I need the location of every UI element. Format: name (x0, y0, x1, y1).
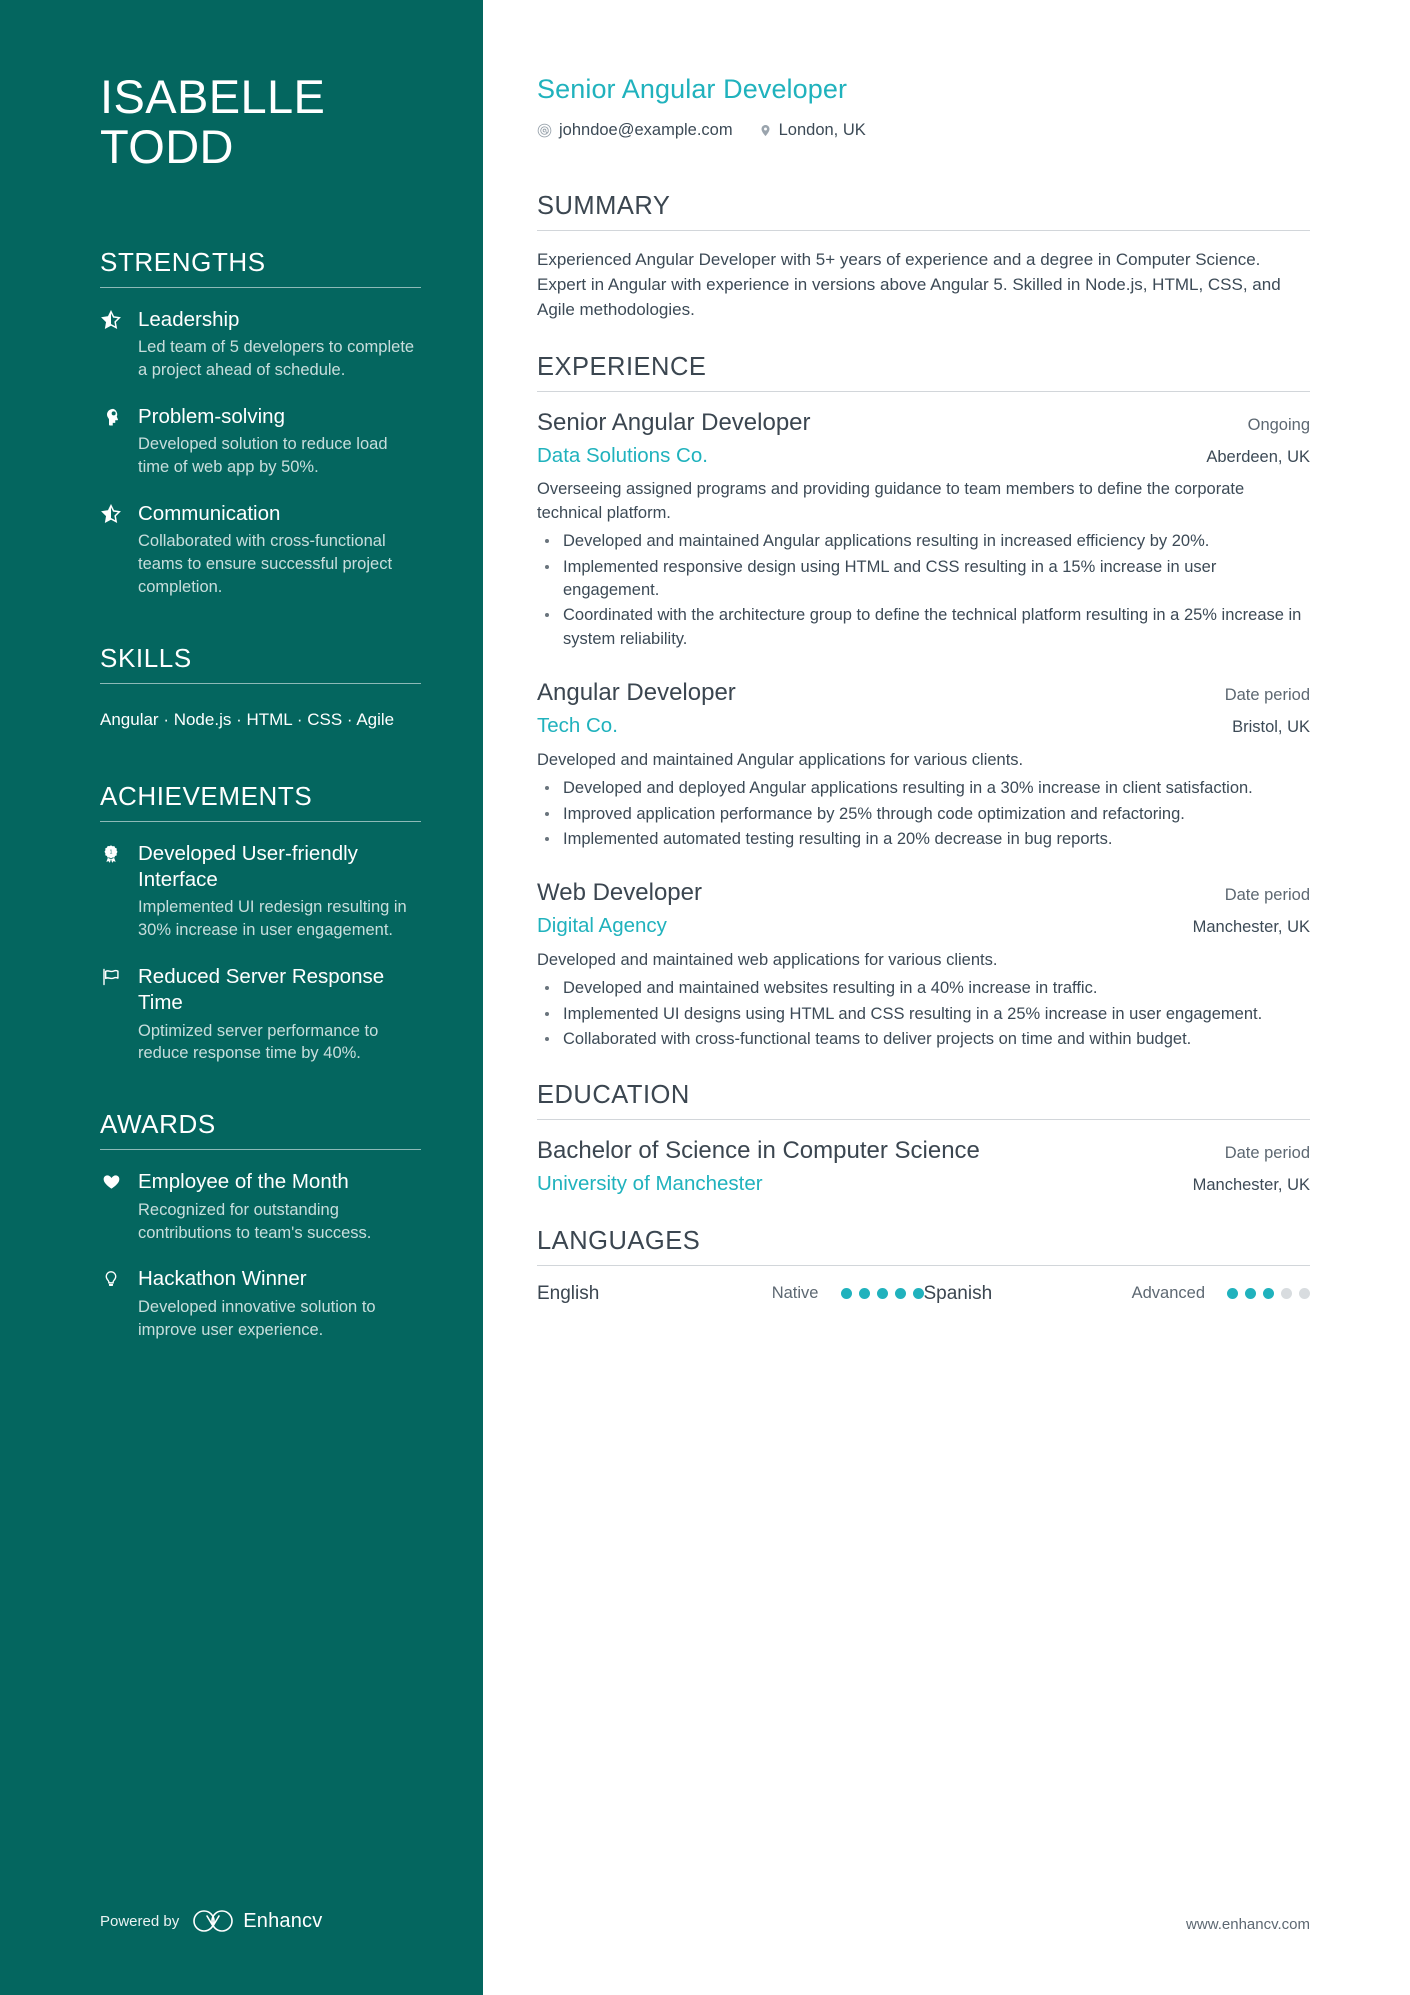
languages-row (537, 1283, 1310, 1305)
rating-dot (1281, 1288, 1292, 1299)
school-location: Manchester, UK (1192, 1176, 1310, 1195)
strength-item (100, 307, 421, 382)
language-level: Native (771, 1284, 819, 1303)
strengths-section (100, 247, 421, 599)
education-title: EDUCATION (537, 1081, 690, 1110)
strength-title: Communication (138, 501, 281, 525)
divider (100, 1149, 421, 1150)
job-bullet: Coordinated with the architecture group to define the technical platform resulting in a 25% increase in system reliability. (537, 604, 1310, 651)
summary-section (537, 192, 1310, 323)
main-content (483, 0, 1410, 1995)
rating-dot (895, 1288, 906, 1299)
job-location: Bristol, UK (1232, 718, 1310, 737)
headline-job-title: Senior Angular Developer (537, 74, 848, 104)
job-bullets (537, 530, 1310, 651)
job-period: Ongoing (1247, 415, 1310, 434)
strength-item (100, 404, 421, 479)
awards-section (100, 1109, 421, 1341)
job-bullets (537, 977, 1310, 1051)
experience-title: EXPERIENCE (537, 352, 707, 381)
at-sign-icon (537, 123, 552, 138)
divider (537, 391, 1310, 392)
skills-list: Angular · Node.js · HTML · CSS · Agile (100, 709, 395, 729)
location-text: London, UK (778, 121, 866, 139)
degree-name: Bachelor of Science in Computer Science (537, 1137, 980, 1165)
job-description: Developed and maintained Angular applications for various clients. (537, 750, 1024, 769)
rating-dot (1245, 1288, 1256, 1299)
job-bullet: Developed and maintained websites resulting in a 40% increase in traffic. (537, 977, 1310, 1000)
awards-title: AWARDS (100, 1109, 216, 1140)
website-footer: www.enhancv.com (1186, 1916, 1310, 1933)
experience-entry (537, 679, 1310, 851)
job-description: Developed and maintained web applications for various clients. (537, 950, 998, 969)
star-half-icon (100, 307, 122, 382)
rating-dot (1299, 1288, 1310, 1299)
job-role: Web Developer (537, 879, 702, 907)
job-bullets (537, 777, 1310, 851)
skills-section (100, 643, 421, 737)
sidebar-footer (100, 1909, 322, 1933)
divider (537, 1119, 1310, 1120)
language-level: Advanced (1131, 1284, 1205, 1303)
job-location: Aberdeen, UK (1206, 447, 1310, 466)
achievement-item (100, 841, 421, 942)
star-half-icon (100, 501, 122, 599)
summary-text: Experienced Angular Developer with 5+ years of experience and a degree in Computer Science. Expert in Angular with experience in versions above Angular 5. Skilled in Node.js, HTML, CSS, and Agile methodologies. (537, 250, 1281, 319)
job-bullet: Improved application performance by 25% through code optimization and refactoring. (537, 803, 1310, 826)
rating-dot (1263, 1288, 1274, 1299)
job-bullet: Implemented UI designs using HTML and CSS resulting in a 25% increase in user engagement. (537, 1003, 1310, 1026)
school-name: University of Manchester (537, 1172, 763, 1196)
job-bullet: Implemented automated testing resulting in a 20% decrease in bug reports. (537, 828, 1310, 851)
rating-dot (913, 1288, 924, 1299)
map-pin-icon (759, 123, 772, 138)
strength-item (100, 501, 421, 599)
achievements-title: ACHIEVEMENTS (100, 780, 313, 811)
rating-dot (877, 1288, 888, 1299)
enhancv-mark-icon (192, 1909, 234, 1933)
job-role: Angular Developer (537, 679, 736, 707)
language-name: English (537, 1282, 600, 1304)
job-bullet: Developed and deployed Angular applications resulting in a 30% increase in client satisfaction. (537, 777, 1310, 800)
divider (100, 683, 421, 684)
language-item (924, 1283, 1311, 1305)
achievements-section (100, 781, 421, 1066)
rating-dot (1227, 1288, 1238, 1299)
experience-entry (537, 409, 1310, 651)
strength-desc: Collaborated with cross-functional teams to ensure successful project completion. (138, 531, 393, 596)
job-company: Data Solutions Co. (537, 443, 708, 467)
job-bullet: Collaborated with cross-functional teams to deliver projects on time and within budget. (537, 1028, 1310, 1051)
heart-icon (100, 1169, 122, 1244)
job-role: Senior Angular Developer (537, 408, 811, 436)
achievement-desc: Optimized server performance to reduce response time by 40%. (138, 1021, 379, 1063)
languages-title: LANGUAGES (537, 1226, 701, 1255)
job-company: Tech Co. (537, 714, 618, 738)
lightbulb-icon (100, 1266, 122, 1341)
language-rating (1227, 1288, 1310, 1299)
job-period: Date period (1224, 686, 1310, 705)
email-text: johndoe@example.com (559, 121, 733, 139)
job-location: Manchester, UK (1192, 918, 1310, 937)
contact-email[interactable] (537, 121, 733, 140)
award-item (100, 1169, 421, 1244)
candidate-name (100, 72, 421, 173)
contact-row (537, 121, 1310, 140)
achievement-desc: Implemented UI redesign resulting in 30% increase in user engagement. (138, 898, 407, 940)
award-title: Employee of the Month (138, 1170, 349, 1194)
job-bullet: Implemented responsive design using HTML and CSS resulting in a 15% increase in user engagement. (537, 556, 1310, 603)
divider (100, 287, 421, 288)
strength-title: Problem-solving (138, 404, 285, 428)
enhancv-logo (192, 1909, 322, 1933)
award-desc: Recognized for outstanding contributions to team's success. (138, 1200, 372, 1242)
first-name: ISABELLE (100, 70, 326, 123)
achievement-title: Reduced Server Response Time (138, 965, 385, 1015)
summary-title: SUMMARY (537, 192, 671, 220)
language-name: Spanish (923, 1282, 993, 1304)
award-desc: Developed innovative solution to improve user experience. (138, 1297, 376, 1339)
award-item (100, 1266, 421, 1341)
experience-entry (537, 879, 1310, 1051)
rating-dot (841, 1288, 852, 1299)
degree-period: Date period (1224, 1144, 1310, 1163)
languages-section (537, 1227, 1310, 1305)
svg-text:1: 1 (109, 849, 113, 856)
job-bullet: Developed and maintained Angular applications resulting in increased efficiency by 20%. (537, 530, 1310, 553)
brand-name: Enhancv (243, 1909, 323, 1932)
language-rating (841, 1288, 924, 1299)
job-description: Overseeing assigned programs and providing guidance to team members to define the corporate technical platform. (537, 480, 1245, 522)
award-ribbon-icon (100, 841, 122, 942)
education-section (537, 1081, 1310, 1196)
strengths-title: STRENGTHS (100, 246, 266, 277)
achievement-title: Developed User-friendly Interface (138, 841, 358, 891)
education-entry (537, 1137, 1310, 1196)
divider (537, 230, 1310, 231)
last-name: TODD (100, 120, 234, 174)
achievement-item (100, 964, 421, 1065)
job-company: Digital Agency (537, 914, 667, 938)
award-title: Hackathon Winner (138, 1267, 307, 1291)
skills-title: SKILLS (100, 642, 192, 673)
divider (537, 1265, 1310, 1266)
sidebar (0, 0, 483, 1995)
job-period: Date period (1224, 886, 1310, 905)
language-item (537, 1283, 924, 1305)
rating-dot (859, 1288, 870, 1299)
contact-location (759, 121, 866, 140)
strength-desc: Developed solution to reduce load time of web app by 50%. (138, 434, 388, 476)
powered-by-label: Powered by (100, 1912, 180, 1930)
flag-icon (100, 964, 122, 1065)
head-idea-icon (100, 404, 122, 479)
experience-section (537, 353, 1310, 1052)
strength-desc: Led team of 5 developers to complete a project ahead of schedule. (138, 337, 415, 379)
strength-title: Leadership (138, 307, 240, 331)
divider (100, 821, 421, 822)
